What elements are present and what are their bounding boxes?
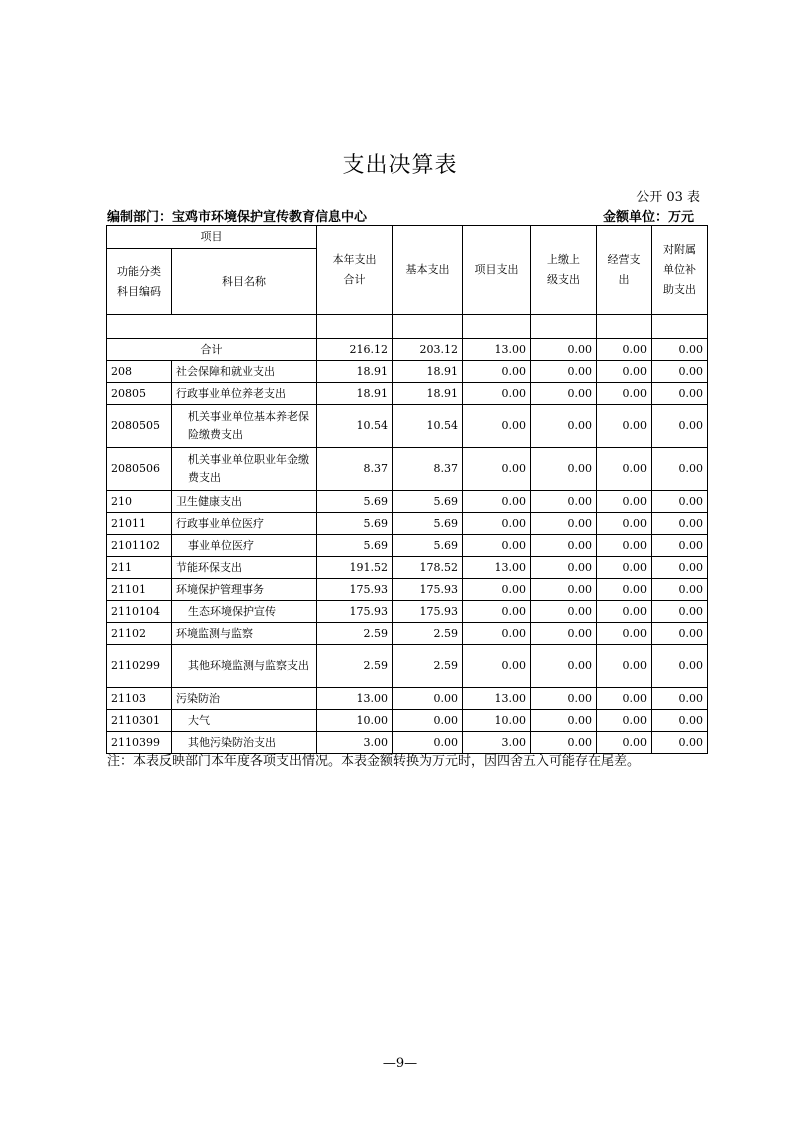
- page-title: 支出决算表: [342, 153, 458, 178]
- row-basic: 5.69: [393, 491, 463, 513]
- row-name: 事业单位医疗: [172, 535, 317, 557]
- row-total: 8.37: [317, 448, 393, 491]
- row-name: 行政事业单位养老支出: [172, 383, 317, 405]
- table-row: [107, 623, 708, 645]
- row-code: 21011: [107, 513, 172, 535]
- footnote: 注：本表反映部门本年度各项支出情况。本表金额转换为万元时，因四舍五入可能存在尾差。: [107, 754, 641, 769]
- row-subsidiary: 0.00: [652, 645, 708, 688]
- row-subsidiary: 0.00: [652, 710, 708, 732]
- row-name: 其他污染防治支出: [172, 732, 317, 754]
- row-project: 0.00: [463, 491, 531, 513]
- row-total: 18.91: [317, 361, 393, 383]
- row-subsidiary: 0.00: [652, 535, 708, 557]
- row-project: 10.00: [463, 710, 531, 732]
- header-code: 功能分类 科目编码: [107, 249, 172, 315]
- row-name: 行政事业单位医疗: [172, 513, 317, 535]
- row-business: 0.00: [597, 535, 652, 557]
- row-business: 0.00: [597, 557, 652, 579]
- row-project: 0.00: [463, 513, 531, 535]
- row-basic: 0.00: [393, 688, 463, 710]
- row-code: 2080505: [107, 405, 172, 448]
- row-business: 0.00: [597, 623, 652, 645]
- row-total: 10.00: [317, 710, 393, 732]
- row-basic: 8.37: [393, 448, 463, 491]
- row-upper: 0.00: [531, 710, 597, 732]
- row-basic: 2.59: [393, 623, 463, 645]
- row-project: 0.00: [463, 383, 531, 405]
- row-business: 0.00: [597, 361, 652, 383]
- total-subsidiary: 0.00: [652, 339, 708, 361]
- row-business: 0.00: [597, 448, 652, 491]
- row-name: 大气: [172, 710, 317, 732]
- row-upper: 0.00: [531, 448, 597, 491]
- row-upper: 0.00: [531, 535, 597, 557]
- row-total: 2.59: [317, 623, 393, 645]
- row-upper: 0.00: [531, 732, 597, 754]
- header-subsidiary: 对附属 单位补 助支出: [652, 226, 708, 315]
- row-basic: 178.52: [393, 557, 463, 579]
- table-row: [107, 361, 708, 383]
- row-upper: 0.00: [531, 405, 597, 448]
- table-row: [107, 535, 708, 557]
- row-project: 0.00: [463, 623, 531, 645]
- table-row: [107, 601, 708, 623]
- row-name: 节能环保支出: [172, 557, 317, 579]
- row-subsidiary: 0.00: [652, 513, 708, 535]
- total-total: 216.12: [317, 339, 393, 361]
- row-project: 3.00: [463, 732, 531, 754]
- row-basic: 18.91: [393, 361, 463, 383]
- unit-label: 金额单位：万元: [602, 210, 694, 225]
- total-business: 0.00: [597, 339, 652, 361]
- row-business: 0.00: [597, 491, 652, 513]
- page-number: —9—: [382, 1056, 418, 1071]
- row-code: 2110104: [107, 601, 172, 623]
- row-total: 175.93: [317, 601, 393, 623]
- row-upper: 0.00: [531, 623, 597, 645]
- row-total: 5.69: [317, 535, 393, 557]
- form-number: 公开 03 表: [636, 190, 700, 205]
- row-total: 10.54: [317, 405, 393, 448]
- row-project: 0.00: [463, 448, 531, 491]
- row-basic: 18.91: [393, 383, 463, 405]
- row-basic: 0.00: [393, 710, 463, 732]
- row-subsidiary: 0.00: [652, 405, 708, 448]
- header-basic: 基本支出: [393, 226, 463, 315]
- total-row: [107, 339, 708, 361]
- row-subsidiary: 0.00: [652, 623, 708, 645]
- row-business: 0.00: [597, 688, 652, 710]
- row-total: 2.59: [317, 645, 393, 688]
- row-business: 0.00: [597, 405, 652, 448]
- row-total: 13.00: [317, 688, 393, 710]
- row-subsidiary: 0.00: [652, 732, 708, 754]
- table-row: [107, 710, 708, 732]
- row-upper: 0.00: [531, 513, 597, 535]
- row-subsidiary: 0.00: [652, 448, 708, 491]
- row-business: 0.00: [597, 710, 652, 732]
- row-total: 18.91: [317, 383, 393, 405]
- row-upper: 0.00: [531, 601, 597, 623]
- row-code: 210: [107, 491, 172, 513]
- table-row: [107, 513, 708, 535]
- row-project: 0.00: [463, 579, 531, 601]
- row-total: 191.52: [317, 557, 393, 579]
- row-code: 2110301: [107, 710, 172, 732]
- header-project-expense: 项目支出: [463, 226, 531, 315]
- table-row: [107, 405, 708, 448]
- row-upper: 0.00: [531, 579, 597, 601]
- row-project: 0.00: [463, 645, 531, 688]
- table-row: [107, 491, 708, 513]
- row-total: 5.69: [317, 513, 393, 535]
- total-label: 合计: [107, 339, 317, 361]
- row-subsidiary: 0.00: [652, 383, 708, 405]
- row-upper: 0.00: [531, 491, 597, 513]
- row-code: 21102: [107, 623, 172, 645]
- header-total: 本年支出 合计: [317, 226, 393, 315]
- row-code: 21101: [107, 579, 172, 601]
- row-subsidiary: 0.00: [652, 601, 708, 623]
- row-upper: 0.00: [531, 557, 597, 579]
- row-name: 其他环境监测与监察支出: [172, 645, 317, 688]
- row-name: 污染防治: [172, 688, 317, 710]
- row-upper: 0.00: [531, 645, 597, 688]
- total-project: 13.00: [463, 339, 531, 361]
- row-name: 机关事业单位基本养老保险缴费支出: [172, 405, 317, 448]
- row-subsidiary: 0.00: [652, 557, 708, 579]
- row-business: 0.00: [597, 383, 652, 405]
- table-row: [107, 688, 708, 710]
- row-project: 0.00: [463, 361, 531, 383]
- row-upper: 0.00: [531, 383, 597, 405]
- table-row: [107, 383, 708, 405]
- department-label: 编制部门：宝鸡市环境保护宣传教育信息中心: [107, 210, 368, 225]
- table-body: [107, 339, 708, 754]
- row-subsidiary: 0.00: [652, 579, 708, 601]
- row-project: 0.00: [463, 601, 531, 623]
- header-project: 项目: [107, 226, 317, 249]
- row-basic: 5.69: [393, 513, 463, 535]
- total-upper: 0.00: [531, 339, 597, 361]
- total-basic: 203.12: [393, 339, 463, 361]
- row-project: 13.00: [463, 557, 531, 579]
- row-code: 2101102: [107, 535, 172, 557]
- row-name: 环境监测与监察: [172, 623, 317, 645]
- row-business: 0.00: [597, 601, 652, 623]
- row-project: 0.00: [463, 535, 531, 557]
- row-project: 13.00: [463, 688, 531, 710]
- row-code: 20805: [107, 383, 172, 405]
- row-basic: 0.00: [393, 732, 463, 754]
- row-total: 5.69: [317, 491, 393, 513]
- row-basic: 5.69: [393, 535, 463, 557]
- row-code: 208: [107, 361, 172, 383]
- row-code: 2110299: [107, 645, 172, 688]
- row-subsidiary: 0.00: [652, 491, 708, 513]
- row-basic: 10.54: [393, 405, 463, 448]
- row-upper: 0.00: [531, 361, 597, 383]
- row-business: 0.00: [597, 732, 652, 754]
- row-code: 21103: [107, 688, 172, 710]
- table-row: [107, 645, 708, 688]
- row-name: 卫生健康支出: [172, 491, 317, 513]
- table-row: [107, 579, 708, 601]
- header-name: 科目名称: [172, 249, 317, 315]
- row-project: 0.00: [463, 405, 531, 448]
- row-business: 0.00: [597, 513, 652, 535]
- row-code: 2080506: [107, 448, 172, 491]
- row-subsidiary: 0.00: [652, 688, 708, 710]
- row-subsidiary: 0.00: [652, 361, 708, 383]
- row-basic: 175.93: [393, 601, 463, 623]
- header-upper: 上缴上 级支出: [531, 226, 597, 315]
- row-code: 211: [107, 557, 172, 579]
- expenditure-table: [106, 225, 708, 754]
- row-total: 175.93: [317, 579, 393, 601]
- row-name: 社会保障和就业支出: [172, 361, 317, 383]
- row-name: 生态环境保护宣传: [172, 601, 317, 623]
- row-name: 环境保护管理事务: [172, 579, 317, 601]
- row-business: 0.00: [597, 645, 652, 688]
- row-code: 2110399: [107, 732, 172, 754]
- row-business: 0.00: [597, 579, 652, 601]
- row-total: 3.00: [317, 732, 393, 754]
- row-basic: 175.93: [393, 579, 463, 601]
- table-row: [107, 448, 708, 491]
- row-name: 机关事业单位职业年金缴费支出: [172, 448, 317, 491]
- header-business: 经营支 出: [597, 226, 652, 315]
- row-upper: 0.00: [531, 688, 597, 710]
- table-row: [107, 557, 708, 579]
- row-basic: 2.59: [393, 645, 463, 688]
